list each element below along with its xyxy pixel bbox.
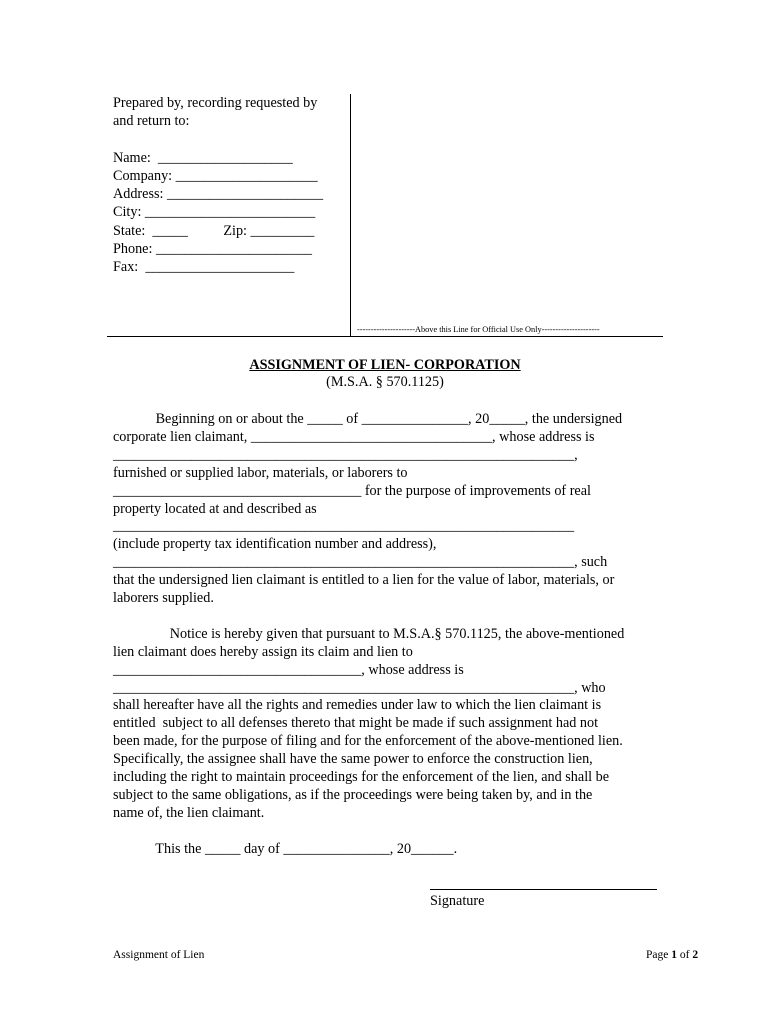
body-line: corporate lien claimant, __________________________________, whose address is — [113, 428, 595, 445]
body-line: ___________________________________ for the purpose of improvements of real — [113, 482, 591, 499]
statute-reference: (M.S.A. § 570.1125) — [326, 374, 444, 390]
document-body — [113, 411, 673, 859]
body-line: (include property tax identification number and address), — [113, 536, 437, 553]
body-line: furnished or supplied labor, materials, or laborers to — [113, 464, 408, 481]
return-address-block — [113, 94, 348, 277]
body-line: including the right to maintain proceedings for the enforcement of the lien, and shall be — [113, 769, 610, 786]
body-line: subject to the same obligations, as if the proceedings were being taken by, and in the — [113, 787, 593, 804]
return-to-line: and return to: — [113, 113, 190, 130]
body-line: shall hereafter have all the rights and remedies under law to which the lien claimant is — [113, 697, 602, 714]
document-title — [0, 357, 770, 374]
footer-page-number — [646, 949, 698, 961]
city-field: City: ________________________ — [113, 204, 316, 221]
prepared-by-line: Prepared by, recording requested by — [113, 95, 318, 111]
body-line: entitled subject to all defenses thereto that might be made if such assignment had not — [113, 715, 599, 732]
body-line: _________________________________________________________________, such — [113, 554, 608, 571]
body-line: _________________________________________________________________, — [113, 446, 578, 463]
header-horizontal-divider — [107, 336, 663, 337]
fax-field: Fax: _____________________ — [113, 259, 295, 276]
company-field: Company: ____________________ — [113, 167, 318, 184]
body-line: been made, for the purpose of filing and for the enforcement of the above-mentioned lien. — [113, 733, 623, 750]
body-line: laborers supplied. — [113, 590, 214, 607]
document-title-text: ASSIGNMENT OF LIEN- CORPORATION — [249, 357, 521, 373]
signature-line — [430, 889, 657, 890]
body-line: lien claimant does hereby assign its claim and lien to — [113, 643, 413, 660]
body-line — [113, 823, 673, 841]
page-prefix: Page — [646, 949, 672, 961]
footer-document-name: Assignment of Lien — [113, 949, 205, 961]
body-line: This the _____ day of _______________, 20______. — [113, 840, 458, 857]
signature-label: Signature — [430, 893, 485, 909]
address-field: Address: ______________________ — [113, 186, 324, 203]
body-line: _________________________________________________________________ — [113, 518, 575, 535]
body-line: Notice is hereby given that pursuant to M.S.A.§ 570.1125, the above-mentioned — [113, 625, 625, 642]
page-total: 2 — [692, 949, 699, 961]
body-line: _________________________________________________________________, who — [113, 679, 606, 696]
state-zip-field: State: _____ Zip: _________ — [113, 222, 315, 239]
body-line: Beginning on or about the _____ of _______________, 20_____, the undersigned — [113, 411, 623, 427]
name-field: Name: ___________________ — [113, 149, 293, 166]
body-line: property located at and described as — [113, 500, 317, 517]
official-use-notice: ---------------------Above this Line for Official Use Only--------------------- — [357, 325, 600, 334]
header-vertical-divider — [350, 94, 351, 336]
page-of: of — [676, 949, 693, 961]
page-current: 1 — [671, 949, 677, 961]
body-line: that the undersigned lien claimant is entitled to a lien for the value of labor, materials, or — [113, 572, 615, 589]
body-line: name of, the lien claimant. — [113, 804, 265, 821]
phone-field: Phone: ______________________ — [113, 241, 313, 258]
body-line: ___________________________________, whose address is — [113, 661, 464, 678]
body-line — [113, 608, 673, 626]
body-line: Specifically, the assignee shall have the same power to enforce the construction lien, — [113, 751, 593, 768]
